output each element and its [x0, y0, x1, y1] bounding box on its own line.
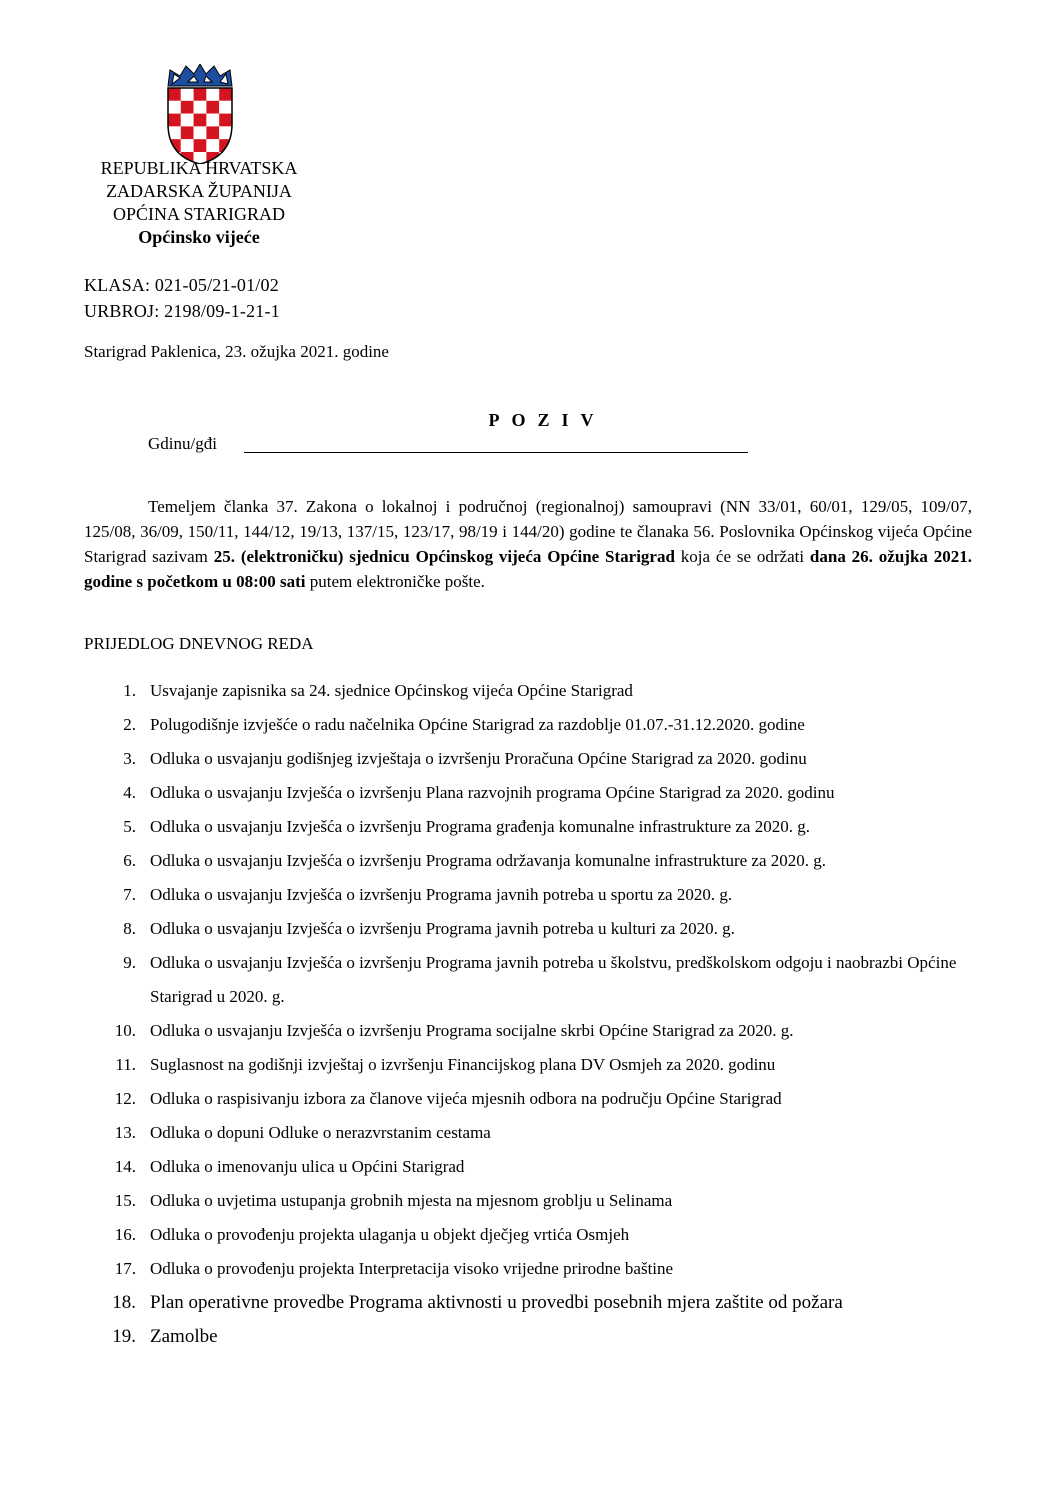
agenda-item — [84, 1252, 984, 1286]
issuer-line-municipality: OPĆINA STARIGRAD — [112, 204, 286, 224]
agenda-item-text: Odluka o dopuni Odluke o nerazvrstanim cestama — [150, 1123, 491, 1142]
agenda-item-number: 4. — [123, 783, 136, 802]
agenda-item-number: 9. — [123, 953, 136, 972]
agenda-item — [84, 946, 984, 1014]
agenda-item-number: 2. — [123, 715, 136, 734]
agenda-item — [84, 878, 984, 912]
agenda-item-text: Polugodišnje izvješće o radu načelnika Općine Starigrad za razdoblje 01.07.-31.12.2020. godine — [150, 715, 805, 734]
agenda-item-number: 15. — [114, 1191, 136, 1210]
agenda-item — [84, 1116, 984, 1150]
session-name: 25. (elektroničku) sjednicu Općinskog vijeća Općine Starigrad — [213, 547, 675, 566]
agenda-item-number: 3. — [123, 749, 136, 768]
place-date: Starigrad Paklenica, 23. ožujka 2021. godine — [84, 342, 389, 361]
agenda-heading: PRIJEDLOG DNEVNOG REDA — [84, 634, 314, 653]
agenda-item-number: 18. — [112, 1292, 136, 1313]
agenda-item — [84, 708, 984, 742]
agenda-item-number: 7. — [123, 885, 136, 904]
recipient-label: Gdinu/gđi — [148, 434, 217, 453]
recipient-blank-line — [244, 452, 748, 453]
agenda-item-text: Odluka o usvajanju Izvješća o izvršenju Plana razvojnih programa Općine Starigrad za 2020. godinu — [150, 783, 835, 802]
agenda-item-number: 5. — [123, 817, 136, 836]
klasa: KLASA: 021-05/21-01/02 — [84, 275, 279, 295]
agenda-item-number: 16. — [114, 1225, 136, 1244]
agenda-list — [84, 674, 984, 1354]
agenda-item-text: Odluka o provođenju projekta Interpretacija visoko vrijedne prirodne baštine — [150, 1259, 674, 1278]
agenda-item-number: 12. — [114, 1089, 136, 1108]
agenda-item-number: 6. — [123, 851, 136, 870]
agenda-item-text: Odluka o uvjetima ustupanja grobnih mjesta na mjesnom groblju u Selinama — [150, 1191, 673, 1210]
agenda-item — [84, 674, 984, 708]
urbroj: URBROJ: 2198/09-1-21-1 — [84, 301, 280, 321]
agenda-item-text: Suglasnost na godišnji izvještaj o izvršenju Financijskog plana DV Osmjeh za 2020. godinu — [150, 1055, 776, 1074]
agenda-item-text: Plan operativne provedbe Programa aktivnosti u provedbi posebnih mjera zaštite od požara — [150, 1292, 843, 1313]
agenda-item-text: Odluka o imenovanju ulica u Općini Starigrad — [150, 1157, 465, 1176]
agenda-item — [84, 1184, 984, 1218]
agenda-item-number: 11. — [115, 1055, 136, 1074]
agenda-item-text: Odluka o provođenju projekta ulaganja u objekt dječjeg vrtića Osmjeh — [150, 1225, 630, 1244]
agenda-item-text: Odluka o usvajanju Izvješća o izvršenju Programa javnih potreba u sportu za 2020. g. — [150, 885, 733, 904]
agenda-item-text: Odluka o usvajanju godišnjeg izvještaja o izvršenju Proračuna Općine Starigrad za 2020. godinu — [150, 749, 807, 768]
croatian-coat-of-arms-icon — [160, 64, 240, 164]
agenda-item — [84, 810, 984, 844]
agenda-item-text: Odluka o usvajanju Izvješća o izvršenju Programa socijalne skrbi Općine Starigrad za 2020. g. — [150, 1021, 794, 1040]
issuer-header — [84, 157, 314, 249]
agenda-item-number: 14. — [114, 1157, 136, 1176]
agenda-item-text: Odluka o usvajanju Izvješća o izvršenju Programa održavanja komunalne infrastrukture za 2020. g. — [150, 851, 826, 870]
agenda-item-number: 13. — [114, 1123, 136, 1142]
agenda-item — [84, 776, 984, 810]
intro-paragraph: Temeljem članka 37. Zakona o lokalnoj i područnoj (regionalnoj) samoupravi (NN 33/01, 60/01, 129/05, 109/07, 125/08, 36/09, 150/11, 144/12, 19/13, 137/15, 123/17, 98/19 i 144/20) godine te članaka 56. Poslovnika Općinskog vijeća Općine Starigrad sazivam 25. (elektroničku) sjednicu Općinskog vijeća Općine Starigrad koja će se održati dana 26. ožujka 2021. godine s početkom u 08:00 sati putem elektroničke pošte. — [84, 497, 973, 591]
crown — [168, 64, 232, 86]
agenda-item — [84, 844, 984, 878]
agenda-item-number: 10. — [114, 1021, 136, 1040]
agenda-item-text: Usvajanje zapisnika sa 24. sjednice Općinskog vijeća Općine Starigrad — [150, 681, 633, 700]
session-date: dana 26. ožujka 2021. godine s početkom u 08:00 sati — [84, 547, 973, 591]
agenda-item-text: Odluka o usvajanju Izvješća o izvršenju Programa javnih potreba u kulturi za 2020. g. — [150, 919, 735, 938]
agenda-item-number: 1. — [123, 681, 136, 700]
agenda-item-number: 17. — [114, 1259, 136, 1278]
agenda-item-number: 19. — [112, 1326, 136, 1347]
agenda-item — [84, 1014, 984, 1048]
issuer-line-republic: REPUBLIKA HRVATSKA — [100, 158, 298, 178]
reference-block — [84, 272, 280, 324]
agenda-item-text: Zamolbe — [150, 1326, 218, 1347]
agenda-item — [84, 1286, 984, 1320]
agenda-item — [84, 1150, 984, 1184]
agenda-item-text: Odluka o usvajanju Izvješća o izvršenju Programa građenja komunalne infrastrukture za 2020. g. — [150, 817, 810, 836]
agenda-item — [84, 1082, 984, 1116]
agenda-item — [84, 1048, 984, 1082]
issuer-council: Općinsko vijeće — [138, 227, 260, 247]
agenda-item — [84, 912, 984, 946]
agenda-item-text: Odluka o raspisivanju izbora za članove vijeća mjesnih odbora na području Općine Starigrad — [150, 1089, 782, 1108]
agenda-item — [84, 1320, 984, 1354]
document-title: POZIV — [488, 410, 606, 430]
agenda-item-text: Odluka o usvajanju Izvješća o izvršenju Programa javnih potreba u školstvu, predškolskom odgoju i naobrazbi Općine Starigrad u 2020. g. — [150, 953, 957, 1006]
issuer-line-county: ZADARSKA ŽUPANIJA — [106, 181, 292, 201]
agenda-item-number: 8. — [123, 919, 136, 938]
agenda-item — [84, 742, 984, 776]
agenda-item — [84, 1218, 984, 1252]
